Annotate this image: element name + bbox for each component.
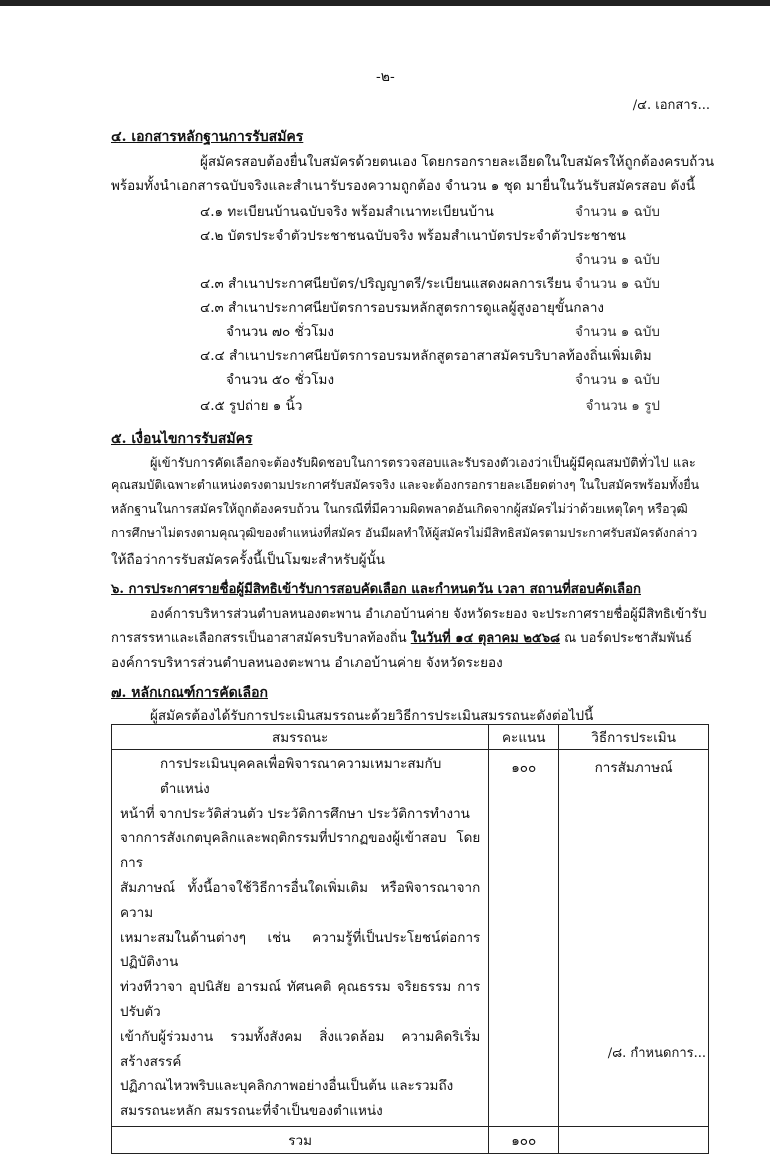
doc-item-count: จำนวน ๑ ฉบับ <box>574 276 660 292</box>
section-5-line-1: ผู้เข้ารับการคัดเลือกจะต้องรับผิดชอบในการตรวจสอบและรับรองตัวเองว่าเป็นผู้มีคุณสมบัติทั่วไป และ <box>150 456 696 471</box>
doc-item-2 <box>200 224 660 246</box>
doc-item-4 <box>200 296 660 318</box>
description-line: ท่วงทีวาจา อุปนิสัย อารมณ์ ทัศนคติ คุณธรรม จริยธรรม การปรับตัว <box>120 979 481 1020</box>
continuation-footer: /๘. กำหนดการ... <box>607 1046 706 1061</box>
doc-item-subtext: จำนวน ๕๐ ชั่วโมง <box>226 372 335 388</box>
doc-item-subtext: จำนวน ๗๐ ชั่วโมง <box>226 324 334 340</box>
doc-item-count: จำนวน ๑ รูป <box>585 398 660 414</box>
description-line: สมรรถนะหลัก สมรรถนะที่จำเป็นของตำแหน่ง <box>120 1103 383 1120</box>
page-number: -๒- <box>376 69 395 85</box>
score-cell: ๑๐๐ <box>489 750 559 1127</box>
total-score: ๑๐๐ <box>489 1126 559 1153</box>
section-6-line-2-end: ณ บอร์ดประชาสัมพันธ์ <box>560 631 693 646</box>
total-method-empty <box>559 1126 709 1153</box>
method-cell: การสัมภาษณ์ <box>559 750 709 1127</box>
section-4-intro-line-2: พร้อมทั้งนำเอกสารฉบับจริงและสำเนารับรองความถูกต้อง จำนวน ๑ ชุด มายื่นในวันรับสมัครสอบ ดังนี้ <box>111 178 696 194</box>
table-total-row <box>112 1126 709 1153</box>
doc-item-text: ๔.๒ บัตรประจำตัวประชาชนฉบับจริง พร้อมสำเนาบัตรประจำตัวประชาชน <box>200 228 626 244</box>
section-5-line-5: ให้ถือว่าการรับสมัครครั้งนี้เป็นโมฆะสำหรับผู้นั้น <box>111 552 386 568</box>
doc-item-1 <box>200 200 660 222</box>
section-4-heading: ๔. เอกสารหลักฐานการรับสมัคร <box>111 129 304 145</box>
col-header-method: วิธีการประเมิน <box>559 725 709 750</box>
description-line: สัมภาษณ์ ทั้งนี้อาจใช้วิธีการอื่นใดเพิ่มเติม หรือพิจารณาจากความ <box>120 879 481 921</box>
section-7-intro: ผู้สมัครต้องได้รับการประเมินสมรรถนะด้วยวิธีการประเมินสมรรถนะดังต่อไปนี้ <box>150 708 594 724</box>
section-6-line-2-start: การสรรหาและเลือกสรรเป็นอาสาสมัครบริบาลท้องถิ่น <box>111 631 411 646</box>
section-5-line-4: การศึกษาไม่ตรงตามคุณวุฒิของตำแหน่งที่สมัคร อันมีผลทำให้ผู้สมัครไม่มีสิทธิสมัครตามประกาศรับสมัครดังกล่าว <box>111 526 698 540</box>
announcement-date: ในวันที่ ๑๔ ตุลาคม ๒๕๖๘ <box>410 631 561 646</box>
doc-item-text: ๔.๕ รูปถ่าย ๑ นิ้ว <box>200 398 303 414</box>
description-line: เหมาะสมในด้านต่างๆ เช่น ความรู้ที่เป็นประโยชน์ต่อการปฏิบัติงาน <box>120 929 481 971</box>
description-line: หน้าที่ จากประวัติส่วนตัว ประวัติการศึกษา ประวัติการทำงาน <box>120 805 470 822</box>
description-line: เข้ากับผู้ร่วมงาน รวมทั้งสังคม สิ่งแวดล้อม ความคิดริเริ่มสร้างสรรค์ <box>120 1028 481 1070</box>
section-5-line-2: คุณสมบัติเฉพาะตำแหน่งตรงตามประกาศรับสมัครจริง และจะต้องกรอกรายละเอียดต่างๆ ในใบสมัครพร้อมทั้งยื่น <box>111 477 700 492</box>
section-6-line-3: องค์การบริหารส่วนตำบลหนองตะพาน อำเภอบ้านค่าย จังหวัดระยอง <box>111 655 503 671</box>
section-6-line-2 <box>111 627 692 648</box>
scan-top-edge <box>0 0 770 6</box>
doc-item-text: ๔.๔ สำเนาประกาศนียบัตรการอบรมหลักสูตรอาสาสมัครบริบาลท้องถิ่นเพิ่มเติม <box>200 348 652 364</box>
doc-item-3 <box>200 272 660 294</box>
table-header-row <box>112 725 709 750</box>
doc-item-count: จำนวน ๑ ฉบับ <box>574 324 660 340</box>
competency-description <box>112 750 489 1127</box>
section-6-heading: ๖. การประกาศรายชื่อผู้มีสิทธิเข้ารับการสอบคัดเลือก และกำหนดวัน เวลา สถานที่สอบคัดเลือก <box>111 582 641 597</box>
col-header-score: คะแนน <box>489 725 559 750</box>
doc-item-count: จำนวน ๑ ฉบับ <box>574 372 660 388</box>
doc-item-5-sub <box>200 368 660 390</box>
description-line: ปฏิภาณไหวพริบและบุคลิกภาพอย่างอื่นเป็นต้น และรวมถึง <box>120 1078 454 1095</box>
competency-table <box>111 724 709 1154</box>
doc-item-count: จำนวน ๑ ฉบับ <box>574 252 660 268</box>
description-line: การประเมินบุคคลเพื่อพิจารณาความเหมาะสมกับตำแหน่ง <box>160 756 442 797</box>
doc-item-text: ๔.๑ ทะเบียนบ้านฉบับจริง พร้อมสำเนาทะเบียนบ้าน <box>200 204 494 220</box>
table-row <box>112 750 709 1127</box>
doc-item-text: ๔.๓ สำเนาประกาศนียบัตร/ปริญญาตรี/ระเบียนแสดงผลการเรียน <box>200 276 572 292</box>
doc-item-text: ๔.๓ สำเนาประกาศนียบัตรการอบรมหลักสูตรการดูแลผู้สูงอายุขั้นกลาง <box>200 300 604 316</box>
section-4-intro-line-1: ผู้สมัครสอบต้องยื่นใบสมัครด้วยตนเอง โดยกรอกรายละเอียดในใบสมัครให้ถูกต้องครบถ้วน <box>200 154 715 170</box>
total-label: รวม <box>112 1126 489 1153</box>
description-line: จากการสังเกตบุคลิกและพฤติกรรมที่ปรากฏของผู้เข้าสอบ โดยการ <box>120 830 481 872</box>
doc-item-5 <box>200 344 660 366</box>
doc-item-6 <box>200 394 660 416</box>
section-6-line-1: องค์การบริหารส่วนตำบลหนองตะพาน อำเภอบ้านค่าย จังหวัดระยอง จะประกาศรายชื่อผู้มีสิทธิเข้ารับ <box>150 607 707 622</box>
section-7-heading: ๗. หลักเกณฑ์การคัดเลือก <box>111 685 268 701</box>
doc-item-2-count-row <box>200 248 660 270</box>
section-5-heading: ๕. เงื่อนไขการรับสมัคร <box>111 431 253 447</box>
section-5-line-3: หลักฐานในการสมัครให้ถูกต้องครบถ้วน ในกรณีที่มีความผิดพลาดอันเกิดจากผู้สมัครไม่ว่าด้วยเหตุใดๆ หรือวุฒิ <box>111 501 688 516</box>
col-header-competency: สมรรถนะ <box>112 725 489 750</box>
continuation-header: /๔. เอกสาร... <box>632 98 710 113</box>
doc-item-count: จำนวน ๑ ฉบับ <box>574 204 660 220</box>
doc-item-4-sub <box>200 320 660 342</box>
